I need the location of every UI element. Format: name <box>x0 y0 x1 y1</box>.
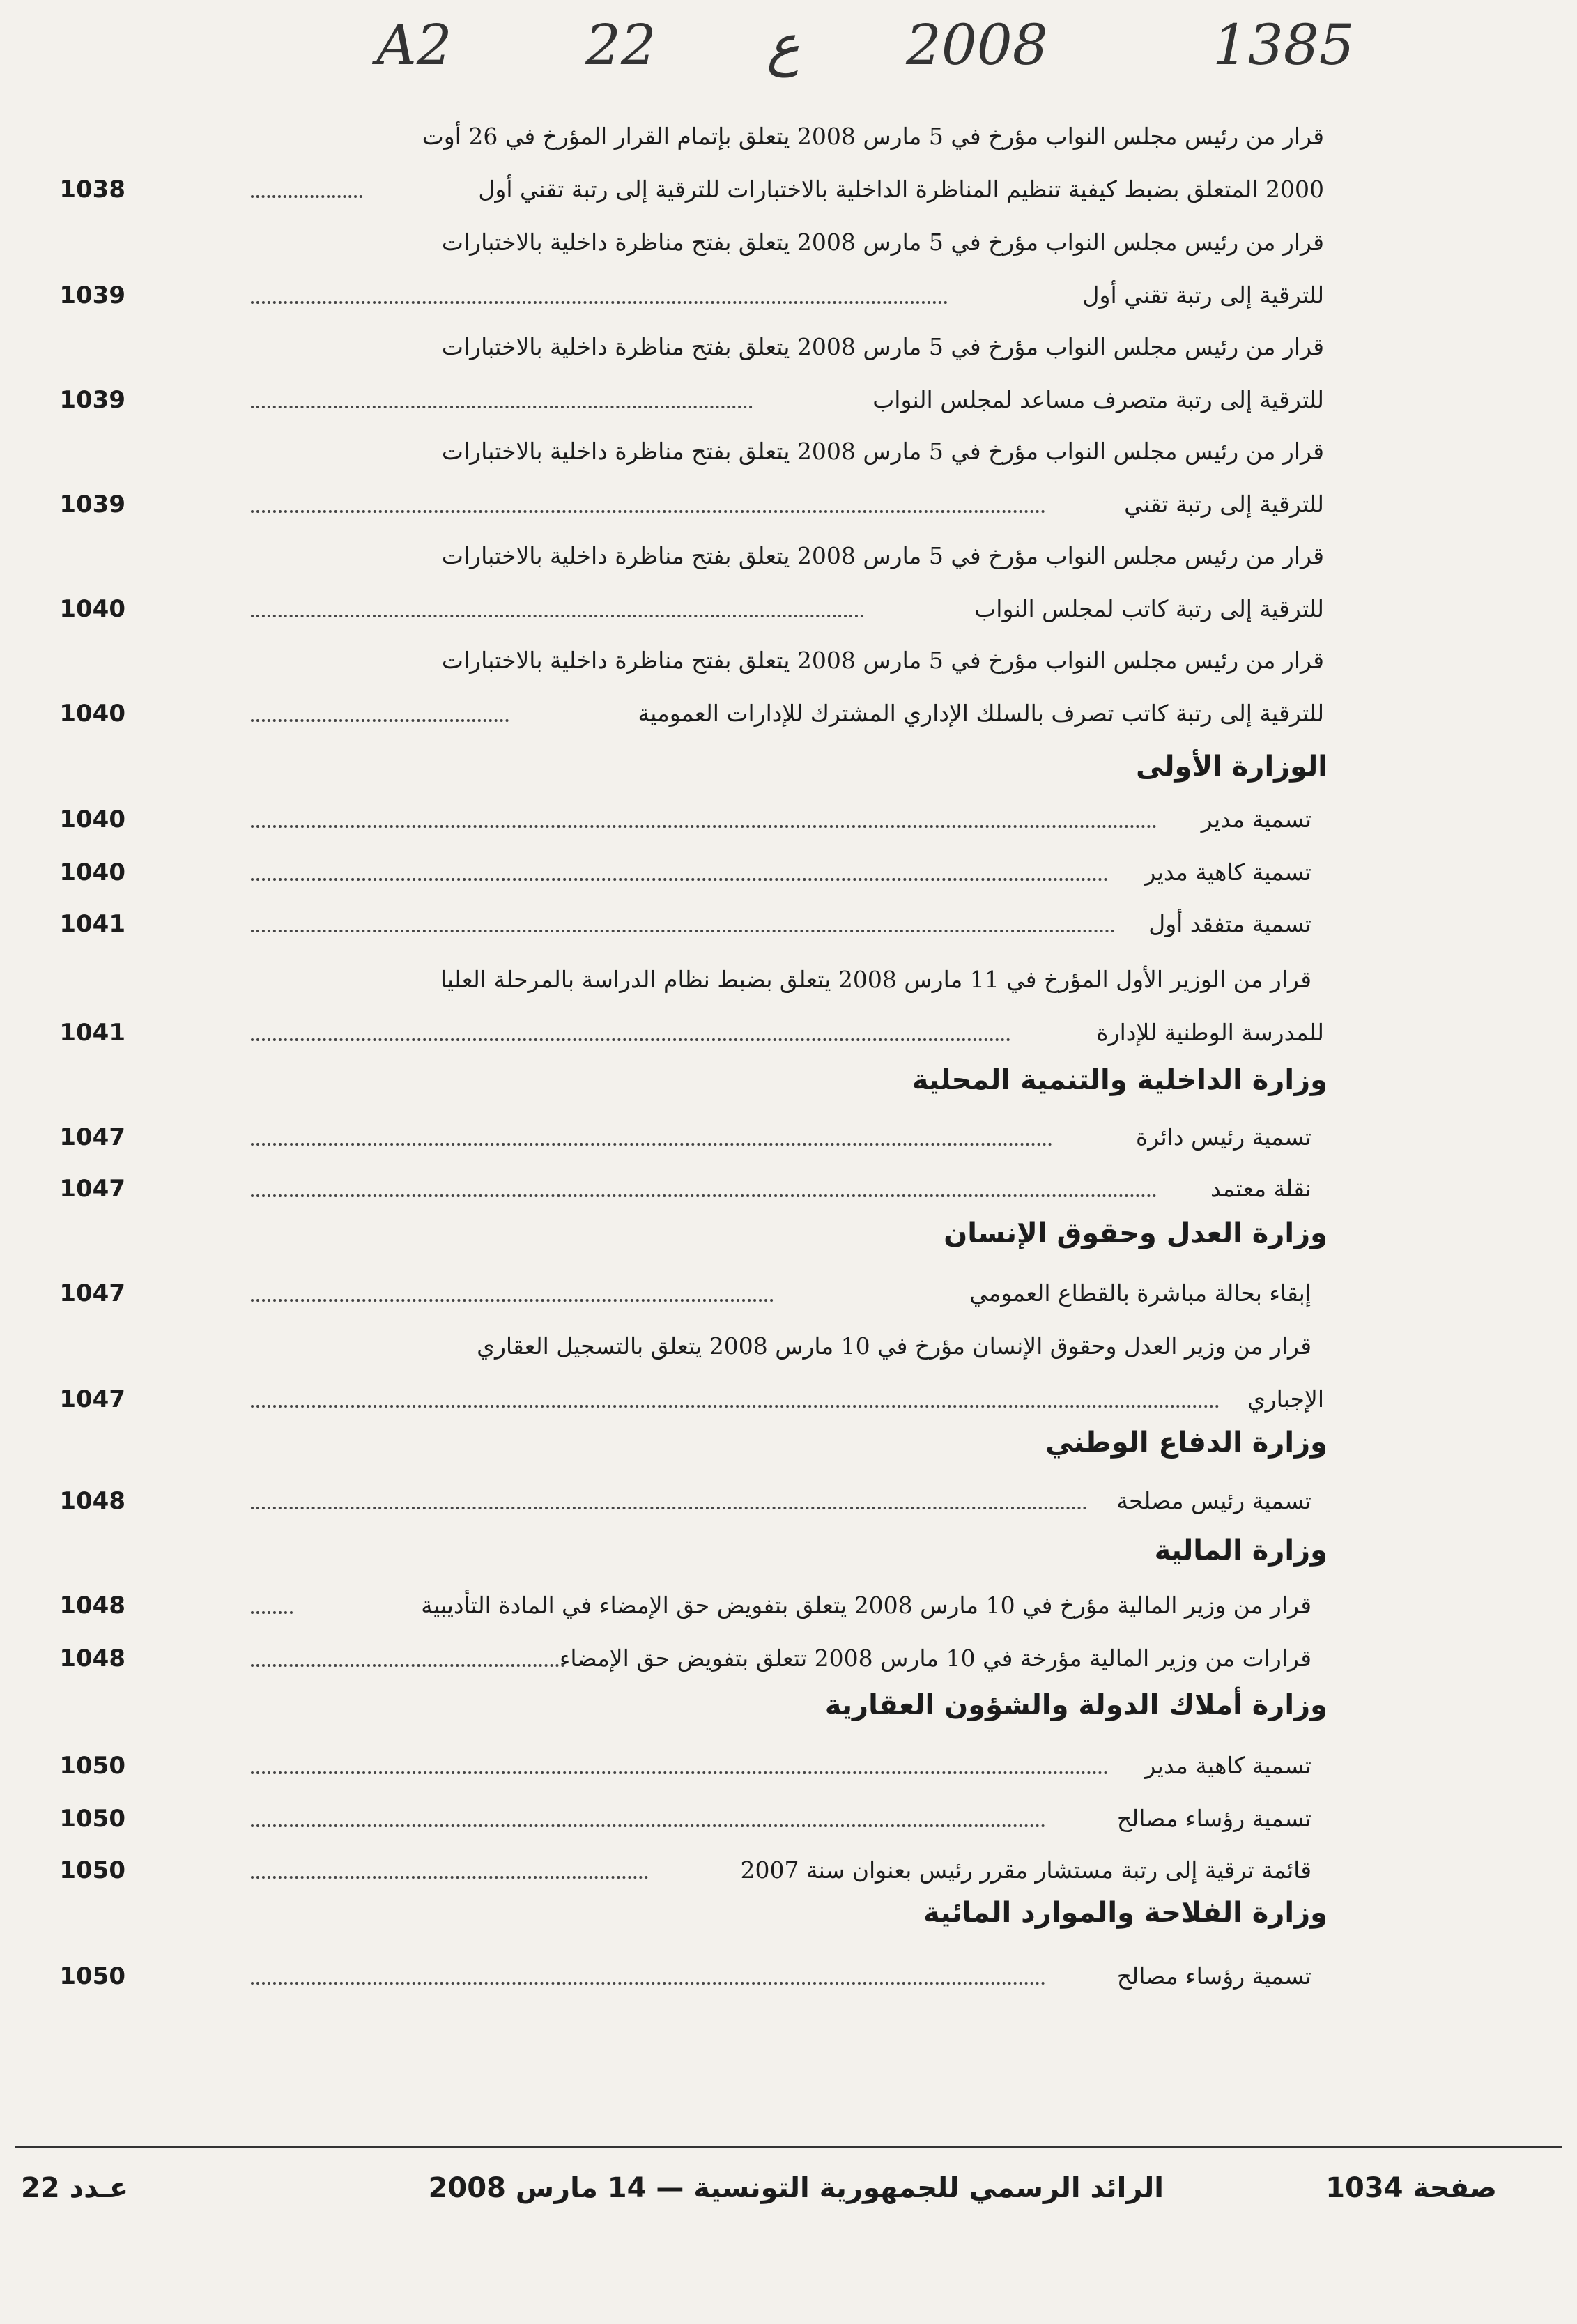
handwritten-header <box>376 6 1373 82</box>
page-number: 1050 <box>59 1962 125 1990</box>
section-heading: وزارة المالية <box>1154 1534 1328 1567</box>
toc-entry-line: قرار من رئيس مجلس النواب مؤرخ في 5 مارس 2008 يتعلق بفتح مناظرة داخلية بالاختبارات <box>441 438 1324 465</box>
page-number: 1039 <box>59 386 125 414</box>
toc-entry-line: للمدرسة الوطنية للإدارة <box>125 1008 1324 1059</box>
leader-dots <box>251 786 1157 828</box>
toc-entry-line: تسمية كاهية مدير <box>125 1741 1324 1792</box>
toc-entry-line: قرار من رئيس مجلس النواب مؤرخ في 5 مارس 2008 يتعلق بفتح مناظرة داخلية بالاختبارات <box>441 333 1324 360</box>
leader-dots <box>251 1785 1045 1827</box>
handwritten-code: A2 <box>376 13 452 77</box>
handwritten-year: 2008 <box>906 13 1048 77</box>
leader-dots <box>251 1572 293 1614</box>
handwritten-issue: 22 <box>585 13 656 77</box>
page-number: 1050 <box>59 1856 125 1884</box>
page-number: 1038 <box>59 176 125 203</box>
toc-entry-line: تسمية رئيس مصلحة <box>125 1476 1324 1527</box>
leader-dots <box>251 1625 564 1667</box>
handwritten-letter: ع <box>767 13 800 77</box>
toc-entry-line: للترقية إلى رتبة متصرف مساعد لمجلس النواب <box>125 375 1324 426</box>
page-number: 1040 <box>59 806 125 833</box>
toc-entry-line: للترقية إلى رتبة كاتب لمجلس النواب <box>125 584 1324 636</box>
toc-entry-line: 2000 المتعلق بضبط كيفية تنظيم المناظرة الداخلية بالاختبارات للترقية إلى رتبة تقني أول <box>125 164 1324 216</box>
leader-dots <box>251 156 362 198</box>
leader-dots <box>251 680 509 722</box>
toc-entry-line: تسمية رؤساء مصالح <box>125 1794 1324 1845</box>
toc-entry-line: تسمية كاهية مدير <box>125 847 1324 899</box>
page-number: 1040 <box>59 595 125 623</box>
leader-dots <box>251 471 1045 513</box>
page-number: 1047 <box>59 1123 125 1151</box>
page-number: 1050 <box>59 1805 125 1833</box>
section-heading: وزارة الفلاحة والموارد المائية <box>923 1897 1328 1929</box>
page-number: 1048 <box>59 1592 125 1619</box>
toc-entry-line: قرار من رئيس مجلس النواب مؤرخ في 5 مارس 2008 يتعلق بفتح مناظرة داخلية بالاختبارات <box>441 229 1324 256</box>
leader-dots <box>251 1468 1087 1509</box>
leader-dots <box>251 891 1115 932</box>
toc-entry-line: نقلة معتمد <box>125 1164 1324 1215</box>
toc-entry-line: الإجباري <box>125 1374 1324 1426</box>
section-heading: وزارة العدل وحقوق الإنسان <box>944 1217 1328 1249</box>
page-number: 1047 <box>59 1279 125 1307</box>
leader-dots <box>251 999 1010 1041</box>
toc-entry-line: إبقاء بحالة مباشرة بالقطاع العمومي <box>125 1268 1324 1320</box>
leader-dots <box>251 1366 1220 1408</box>
toc-entry-line: قائمة ترقية إلى رتبة مستشار مقرر رئيس بعنوان سنة 2007 <box>125 1845 1324 1897</box>
leader-dots <box>251 576 864 617</box>
page-number: 1040 <box>59 700 125 728</box>
leader-dots <box>251 1732 1108 1774</box>
toc-entry-line: تسمية متفقد أول <box>125 899 1324 951</box>
leader-dots <box>251 1837 648 1879</box>
page-number: 1048 <box>59 1487 125 1515</box>
toc-entry-line: قرار من الوزير الأول المؤرخ في 11 مارس 2008 يتعلق بضبط نظام الدراسة بالمرحلة العليا <box>440 966 1311 993</box>
section-heading: وزارة الداخلية والتنمية المحلية <box>911 1064 1328 1096</box>
page-number: 1047 <box>59 1385 125 1413</box>
toc-entry-line: تسمية رئيس دائرة <box>125 1112 1324 1164</box>
toc-entry-line: للترقية إلى رتبة كاتب تصرف بالسلك الإداري المشترك للإدارات العمومية <box>125 688 1324 740</box>
leader-dots <box>251 1260 774 1302</box>
page-number: 1039 <box>59 491 125 518</box>
leader-dots <box>251 1155 1157 1197</box>
page-number: 1047 <box>59 1175 125 1203</box>
page-number: 1041 <box>59 1019 125 1047</box>
toc-entry-line: قرار من رئيس مجلس النواب مؤرخ في 5 مارس 2008 يتعلق بإتمام القرار المؤرخ في 26 أوت <box>422 123 1324 150</box>
toc-entry-line: قرار من رئيس مجلس النواب مؤرخ في 5 مارس 2008 يتعلق بفتح مناظرة داخلية بالاختبارات <box>441 647 1324 674</box>
page-number: 1050 <box>59 1752 125 1780</box>
footer-publication: الرائد الرسمي للجمهورية التونسية — 14 مارس 2008 <box>428 2172 1164 2204</box>
page-number: 1039 <box>59 282 125 309</box>
footer-issue: عـدد 22 <box>21 2172 129 2204</box>
page-number: 1041 <box>59 910 125 938</box>
toc-entry-line: تسمية مدير <box>125 794 1324 846</box>
page-number: 1040 <box>59 859 125 886</box>
page-number: 1048 <box>59 1645 125 1672</box>
footer-divider <box>15 2146 1562 2148</box>
toc-entry-line: تسمية رؤساء مصالح <box>125 1951 1324 2003</box>
toc-entry-line: قرار من رئيس مجلس النواب مؤرخ في 5 مارس 2008 يتعلق بفتح مناظرة داخلية بالاختبارات <box>441 542 1324 569</box>
toc-entry-line: قرار من وزير العدل وحقوق الإنسان مؤرخ في 10 مارس 2008 يتعلق بالتسجيل العقاري <box>477 1332 1311 1360</box>
section-heading: وزارة الدفاع الوطني <box>1045 1426 1328 1459</box>
handwritten-number: 1385 <box>1213 13 1355 77</box>
toc-entry-line: قرار من وزير المالية مؤرخ في 10 مارس 2008 يتعلق بتفويض حق الإمضاء في المادة التأديبية <box>125 1580 1324 1632</box>
toc-entry-line: للترقية إلى رتبة تقني <box>125 479 1324 531</box>
leader-dots <box>251 1104 1052 1146</box>
toc-entry-line: قرارات من وزير المالية مؤرخة في 10 مارس 2008 تتعلق بتفويض حق الإمضاء <box>125 1633 1324 1685</box>
leader-dots <box>251 839 1108 881</box>
section-heading: وزارة أملاك الدولة والشؤون العقارية <box>824 1689 1328 1721</box>
footer-page-label: صفحة 1034 <box>1325 2172 1497 2204</box>
toc-entry-line: للترقية إلى رتبة تقني أول <box>125 270 1324 322</box>
section-heading: الوزارة الأولى <box>1136 751 1328 783</box>
leader-dots <box>251 1943 1045 1985</box>
leader-dots <box>251 262 948 304</box>
leader-dots <box>251 367 753 408</box>
